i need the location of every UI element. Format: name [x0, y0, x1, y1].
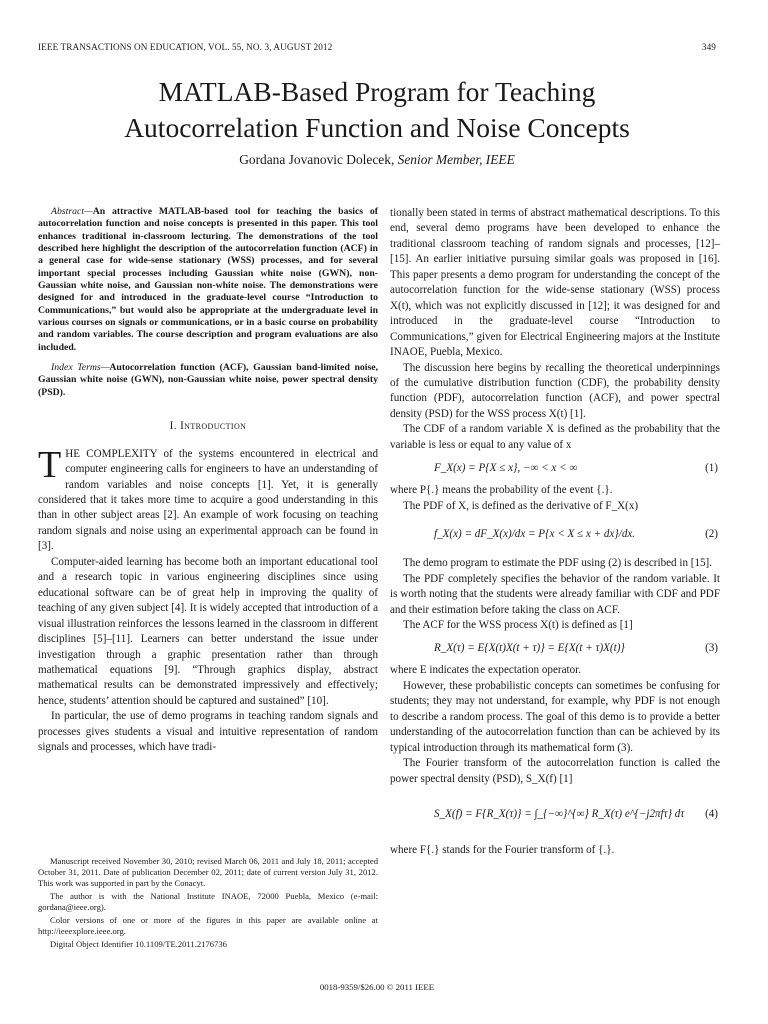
intro-paragraph-2: Computer-aided learning has become both an important educational tool and a research topic in various engineering disciplines since using educational software can be of great help in improving the quality of teaching of any given subject [4]. It is widely accepted that introduction of a visual illustration reinforces the lessons learned in the classroom in different disciplines [5]–[11]. Learners can better understand the issue under investigation through a graphic presentation rather than through mathematical equations [9]. “Through graphics display, abstract mathematical results can be demonstrated impressively and effectively; hence, students’ attention should be captured and sustained” [10]. [38, 555, 378, 707]
right-paragraph-10: However, these probabilistic concepts can sometimes be confusing for students; they may not understand, for example, why PDF is not enough to describe a random process. The goal of this demo is to provide a better understanding of the autocorrelation function than can be achieved by its typical introduction through its mathematical form (3). [390, 679, 720, 754]
author-name: Gordana Jovanovic Dolecek [239, 152, 391, 167]
equation-2-body: f_X(x) = dF_X(x)/dx = P{x < X ≤ x + dx}/dx. [434, 528, 636, 541]
title-line-1: MATLAB-Based Program for Teaching [158, 76, 596, 107]
right-paragraph-1: tionally been stated in terms of abstract mathematical descriptions. To this end, several demo programs have been developed to enhance the traditional classroom teaching of random signals and processes, [12]–[15]. An earlier initiative pursuing similar goals was proposed in [16]. This paper presents a demo program for understanding the concept of the autocorrelation function for the wide-sense stationary (WSS) process X(t), which was not explicitly discussed in [12]; it was designed for and introduced in the graduate-level course “Introduction to Communications,” given for Electrical Engineering majors at the Institute INAOE, Puebla, Mexico. [390, 207, 720, 359]
left-column [38, 206, 378, 756]
right-paragraph-8: The ACF for the WSS process X(t) is defined as [1] [403, 618, 633, 631]
right-paragraph-9: where E indicates the expectation operator. [390, 664, 581, 677]
right-paragraph-12: where F{.} stands for the Fourier transform of {.}. [390, 844, 615, 857]
footnote-color: Color versions of one or more of the figures in this paper are available online at http://ieeexplore.ieee.org. [38, 915, 378, 937]
abstract [38, 206, 378, 354]
intro-paragraph-1 [38, 443, 378, 555]
equation-3 [390, 633, 720, 663]
index-terms [38, 362, 378, 399]
equation-4 [390, 787, 720, 843]
right-paragraph-5: The PDF of X, is defined as the derivative of F_X(x) [403, 499, 639, 512]
abstract-lead: Abstract— [51, 206, 93, 217]
right-paragraph-11: The Fourier transform of the autocorrelation function is called the power spectral density (PSD), S_X(f) [1] [390, 757, 720, 785]
right-paragraph-3: The CDF of a random variable X is defined as the probability that the variable is less or equal to any value of x [390, 423, 720, 451]
footnote-doi: Digital Object Identifier 10.1109/TE.2011.2176736 [50, 938, 227, 949]
footnote-author: The author is with the National Institute INAOE, 72000 Puebla, Mexico (e-mail: gordana@ieee.org). [38, 891, 378, 913]
equation-1 [390, 453, 720, 483]
footnote-manuscript: Manuscript received November 30, 2010; revised March 06, 2011 and July 18, 2011; accepted October 31, 2011. Date of publication December 02, 2011; date of current version July 31, 2012. This work was supported in part by the Conacyt. [38, 856, 378, 889]
intro-paragraph-3: In particular, the use of demo programs in teaching random signals and processes gives students a visual and intuitive representation of random signals and processes, which have tradi- [38, 710, 378, 754]
title-line-2: Autocorrelation Function and Noise Concepts [124, 112, 630, 143]
equation-1-number: (1) [705, 462, 718, 475]
equation-4-number: (4) [705, 808, 718, 821]
equation-2 [390, 514, 720, 556]
abstract-text: An attractive MATLAB-based tool for teaching the basics of autocorrelation function and noise concepts is presented in this paper. This tool enhances traditional in-classroom lecturing. The demonstrations of the tool described here highlight the description of the autocorrelation function (ACF) in a general case for wide-sense stationary (WSS) processes, and for several important special processes including Gaussian white noise (GWN), non-Gaussian white noise, and Gaussian non-white noise. The demonstrations were designed for and introduced in the graduate-level course “Introduction to Communications,” but would also be appropriate at the undergraduate level in various courses on signals or communications, or in a basic course on probability and random variables. The course description and program evaluations are also included. [38, 206, 378, 353]
running-header [38, 42, 716, 56]
index-terms-text: Autocorrelation function (ACF), Gaussian band-limited noise, Gaussian white noise (GWN), non-Gaussian white noise, power spectral density (PSD). [38, 362, 379, 398]
intro-p1-text: HE COMPLEXITY of the systems encountered in electrical and computer engineering calls for engineers to have an understanding of random variables and noise concepts [1]. Yet, it is generally considered that it takes more time to acquire a good understanding in this than in other subject areas [2]. An example of work focusing on teaching random signals and noise using an experimental approach can be found in [3]. [38, 447, 378, 553]
right-paragraph-2: The discussion here begins by recalling the theoretical underpinnings of the cumulative distribution function (CDF), the probability density function (PDF), autocorrelation function (ACF), and power spectral density (PSD) for the WSS process X(t) [1]. [390, 361, 720, 420]
copyright-line: 0018-9359/$26.00 © 2011 IEEE [319, 982, 435, 992]
drop-cap: T [38, 443, 62, 486]
author-role: Senior Member, IEEE [397, 152, 515, 167]
right-column [390, 206, 720, 859]
right-paragraph-7: The PDF completely specifies the behavior of the random variable. It is worth noting that the students were already familiar with CDF and PDF and their estimation before taking the class on ACF. [390, 572, 720, 616]
paper-title [38, 74, 716, 146]
equation-4-body: S_X(f) = F{R_X(τ)} = ∫_{−∞}^{∞} R_X(τ) e^{−j2πfτ} dτ [434, 808, 685, 821]
equation-1-body: F_X(x) = P{X ≤ x}, −∞ < x < ∞ [434, 462, 578, 475]
equation-2-number: (2) [705, 528, 718, 541]
journal-name: IEEE TRANSACTIONS ON EDUCATION, VOL. 55, NO. 3, AUGUST 2012 [38, 42, 333, 52]
page-number: 349 [701, 42, 716, 52]
author-line: Gordana Jovanovic Dolecek, Senior Member, IEEE [239, 152, 515, 167]
right-paragraph-4: where P{.} means the probability of the event {.}. [390, 484, 613, 497]
right-paragraph-6: The demo program to estimate the PDF using (2) is described in [15]. [403, 557, 713, 570]
equation-3-number: (3) [705, 642, 718, 655]
equation-3-body: R_X(τ) = E{X(t)X(t + τ)} = E{X(t + τ)X(t)} [434, 642, 625, 655]
section-heading-introduction: I. Introduction [169, 420, 247, 433]
footnotes [38, 856, 378, 952]
index-terms-lead: Index Terms— [51, 362, 110, 374]
